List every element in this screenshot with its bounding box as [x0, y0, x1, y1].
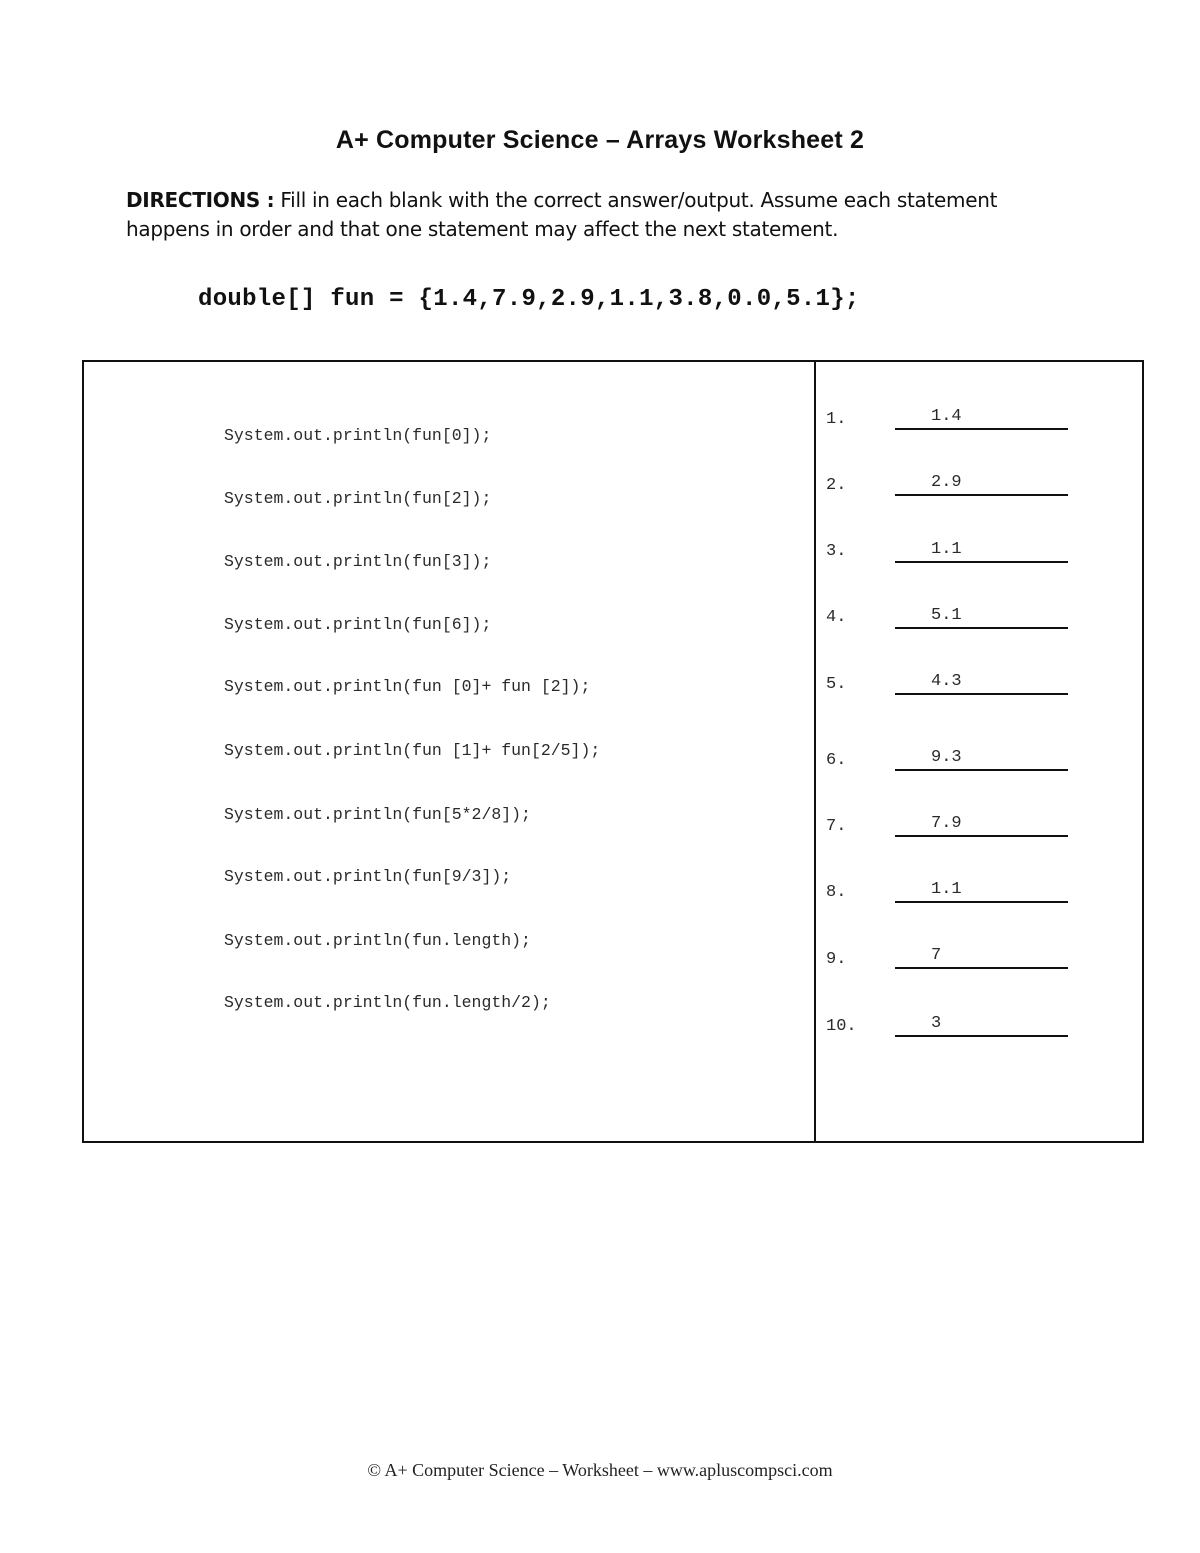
- statement-5: System.out.println(fun [0]+ fun [2]);: [224, 677, 591, 696]
- answer-blank-6: [895, 748, 1068, 771]
- answer-number-8: 8.: [826, 883, 847, 902]
- answer-number-10: 10.: [826, 1017, 857, 1036]
- array-declaration: double[] fun = {1.4,7.9,2.9,1.1,3.8,0.0,5.1};: [198, 286, 860, 313]
- answer-value-8: 1.1: [931, 880, 962, 899]
- page-footer: © A+ Computer Science – Worksheet – www.apluscompsci.com: [367, 1460, 833, 1480]
- answer-blank-8: [895, 880, 1068, 903]
- answer-blank-5: [895, 672, 1068, 695]
- answer-blank-7: [895, 814, 1068, 837]
- answer-number-1: 1.: [826, 410, 847, 429]
- answer-blank-1: [895, 407, 1068, 430]
- statement-8: System.out.println(fun[9/3]);: [224, 867, 512, 886]
- answer-value-6: 9.3: [931, 748, 962, 767]
- answer-value-2: 2.9: [931, 473, 962, 492]
- answer-number-4: 4.: [826, 608, 847, 627]
- answer-blank-10: [895, 1014, 1068, 1037]
- answer-blank-9: [895, 946, 1068, 969]
- worksheet-title: A+ Computer Science – Arrays Worksheet 2: [335, 126, 865, 154]
- directions: [126, 186, 1026, 244]
- answer-value-9: 7: [931, 946, 942, 965]
- answer-number-9: 9.: [826, 950, 847, 969]
- statement-1: System.out.println(fun[0]);: [224, 426, 492, 445]
- column-divider: [814, 360, 816, 1143]
- answer-value-5: 4.3: [931, 672, 962, 691]
- answer-number-2: 2.: [826, 476, 847, 495]
- answer-blank-3: [895, 540, 1068, 563]
- statement-6: System.out.println(fun [1]+ fun[2/5]);: [224, 741, 601, 760]
- directions-label: DIRECTIONS :: [126, 188, 275, 212]
- answer-number-6: 6.: [826, 751, 847, 770]
- statement-4: System.out.println(fun[6]);: [224, 615, 492, 634]
- directions-text: Fill in each blank with the correct answer/output. Assume each statement happens in order and that one statement may affect the next statement.: [126, 188, 998, 241]
- answer-blank-2: [895, 473, 1068, 496]
- answer-value-7: 7.9: [931, 814, 962, 833]
- answer-number-7: 7.: [826, 817, 847, 836]
- statement-10: System.out.println(fun.length/2);: [224, 993, 551, 1012]
- answer-blank-4: [895, 606, 1068, 629]
- answer-value-10: 3: [931, 1014, 942, 1033]
- statement-7: System.out.println(fun[5*2/8]);: [224, 805, 531, 824]
- statement-2: System.out.println(fun[2]);: [224, 489, 492, 508]
- answer-number-5: 5.: [826, 675, 847, 694]
- answer-value-4: 5.1: [931, 606, 962, 625]
- answer-value-1: 1.4: [931, 407, 962, 426]
- statement-3: System.out.println(fun[3]);: [224, 552, 492, 571]
- answer-number-3: 3.: [826, 542, 847, 561]
- statement-9: System.out.println(fun.length);: [224, 931, 531, 950]
- answer-value-3: 1.1: [931, 540, 962, 559]
